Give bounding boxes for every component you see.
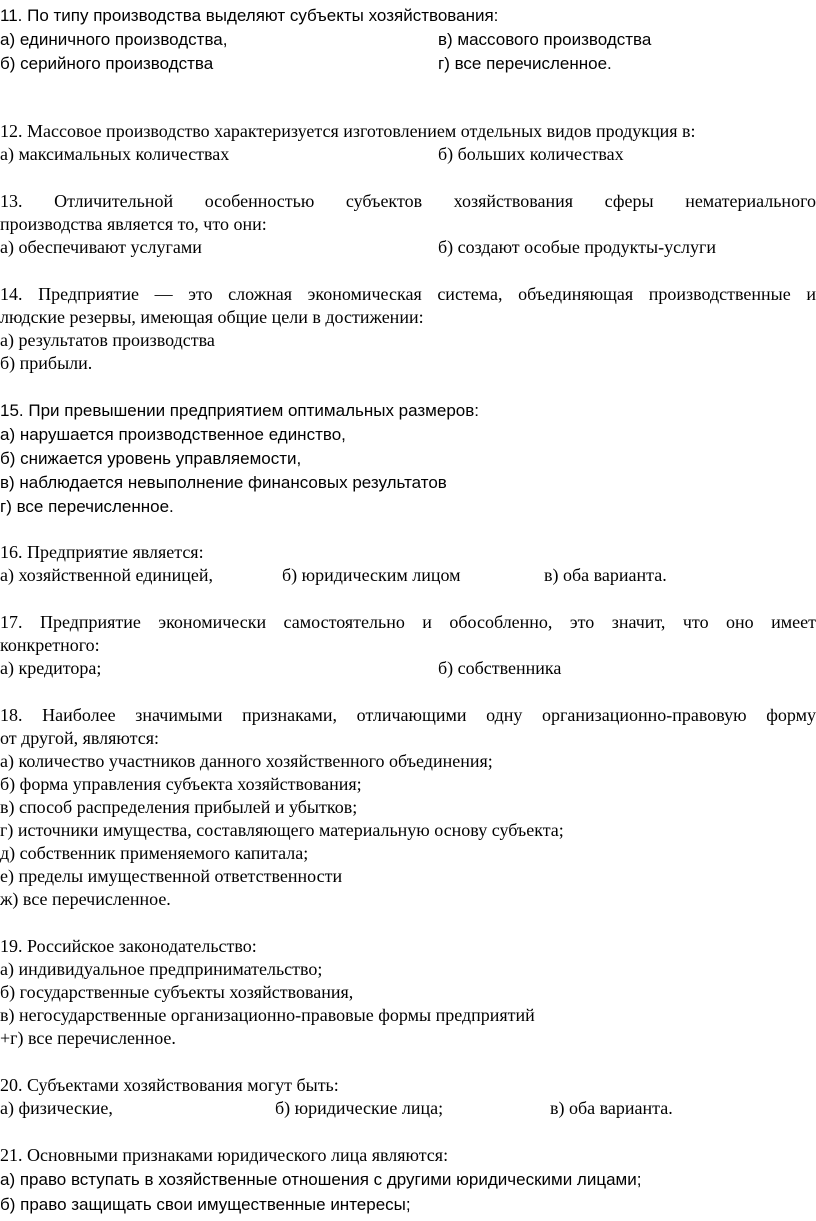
question-14-option-a: а) результатов производства <box>0 330 215 350</box>
question-18-option-d: г) источники имущества, составляющего материальную основу субъекта; <box>0 820 564 840</box>
question-11-option-d: г) все перечисленное. <box>438 54 612 73</box>
question-11-stem: 11. По типу производства выделяют субъекты хозяйствования: <box>0 6 499 25</box>
question-18-option-e: д) собственник применяемого капитала; <box>0 843 309 863</box>
question-18-option-f: е) пределы имущественной ответственности <box>0 866 343 886</box>
question-11-option-a: а) единичного производства, <box>0 30 228 49</box>
question-16-option-c: в) оба варианта. <box>544 565 667 585</box>
question-21-stem: 21. Основными признаками юридического лица являются: <box>0 1145 449 1165</box>
question-20-stem: 20. Субъектами хозяйствования могут быть: <box>0 1075 339 1095</box>
question-18-option-a: а) количество участников данного хозяйственного объединения; <box>0 751 493 771</box>
question-12-option-b: б) больших количествах <box>438 144 624 164</box>
question-12-option-a: а) максимальных количествах <box>0 144 230 164</box>
question-20-option-a: а) физические, <box>0 1098 113 1118</box>
question-19-option-d: +г) все перечисленное. <box>0 1028 176 1048</box>
question-13-stem-line-2: производства является то, что они: <box>0 214 267 234</box>
question-16-option-a: а) хозяйственной единицей, <box>0 565 214 585</box>
question-21-option-a: а) право вступать в хозяйственные отношения с другими юридическими лицами; <box>0 1170 642 1189</box>
question-17-stem-line-2: конкретного: <box>0 635 100 655</box>
question-19-option-a: а) индивидуальное предпринимательство; <box>0 959 323 979</box>
question-17-option-b: б) собственника <box>438 658 562 678</box>
question-13-option-a: а) обеспечивают услугами <box>0 237 202 257</box>
question-11-option-c: в) массового производства <box>438 30 652 49</box>
question-18-option-c: в) способ распределения прибылей и убытков; <box>0 797 358 817</box>
question-14-stem-line-2: людские резервы, имеющая общие цели в достижении: <box>0 307 424 327</box>
question-16-stem: 16. Предприятие является: <box>0 542 204 562</box>
question-15-option-d: г) все перечисленное. <box>0 497 174 516</box>
question-15-stem: 15. При превышении предприятием оптимальных размеров: <box>0 401 479 420</box>
question-13-option-b: б) создают особые продукты-услуги <box>438 237 717 257</box>
question-19-stem: 19. Российское законодательство: <box>0 936 257 956</box>
question-14-option-b: б) прибыли. <box>0 353 93 373</box>
question-15-option-a: а) нарушается производственное единство, <box>0 425 346 444</box>
question-19-option-b: б) государственные субъекты хозяйствования, <box>0 982 354 1002</box>
question-12-stem: 12. Массовое производство характеризуется изготовлением отдельных видов продукция в: <box>0 121 696 141</box>
question-19-option-c: в) негосударственные организационно-правовые формы предприятий <box>0 1005 535 1025</box>
question-16-option-b: б) юридическим лицом <box>282 565 461 585</box>
question-21-option-b: б) право защищать свои имущественные интересы; <box>0 1195 411 1214</box>
question-17-stem-line-1: 17. Предприятие экономически самостоятельно и обособленно, это значит, что оно имеет <box>0 612 816 632</box>
question-15-option-b: б) снижается уровень управляемости, <box>0 449 302 468</box>
question-17-option-a: а) кредитора; <box>0 658 102 678</box>
question-20-option-b: б) юридические лица; <box>275 1098 444 1118</box>
question-18-stem-line-2: от другой, являются: <box>0 728 159 748</box>
question-15-option-c: в) наблюдается невыполнение финансовых результатов <box>0 473 447 492</box>
question-14-stem-line-1: 14. Предприятие — это сложная экономическая система, объединяющая производственные и <box>0 284 816 304</box>
question-11-option-b: б) серийного производства <box>0 54 214 73</box>
question-18-option-g: ж) все перечисленное. <box>0 889 171 909</box>
question-20-option-c: в) оба варианта. <box>550 1098 673 1118</box>
question-18-stem-line-1: 18. Наиболее значимыми признаками, отличающими одну организационно-правовую форму <box>0 705 816 725</box>
question-13-stem-line-1: 13. Отличительной особенностью субъектов хозяйствования сферы нематериального <box>0 191 816 211</box>
question-18-option-b: б) форма управления субъекта хозяйствования; <box>0 774 362 794</box>
